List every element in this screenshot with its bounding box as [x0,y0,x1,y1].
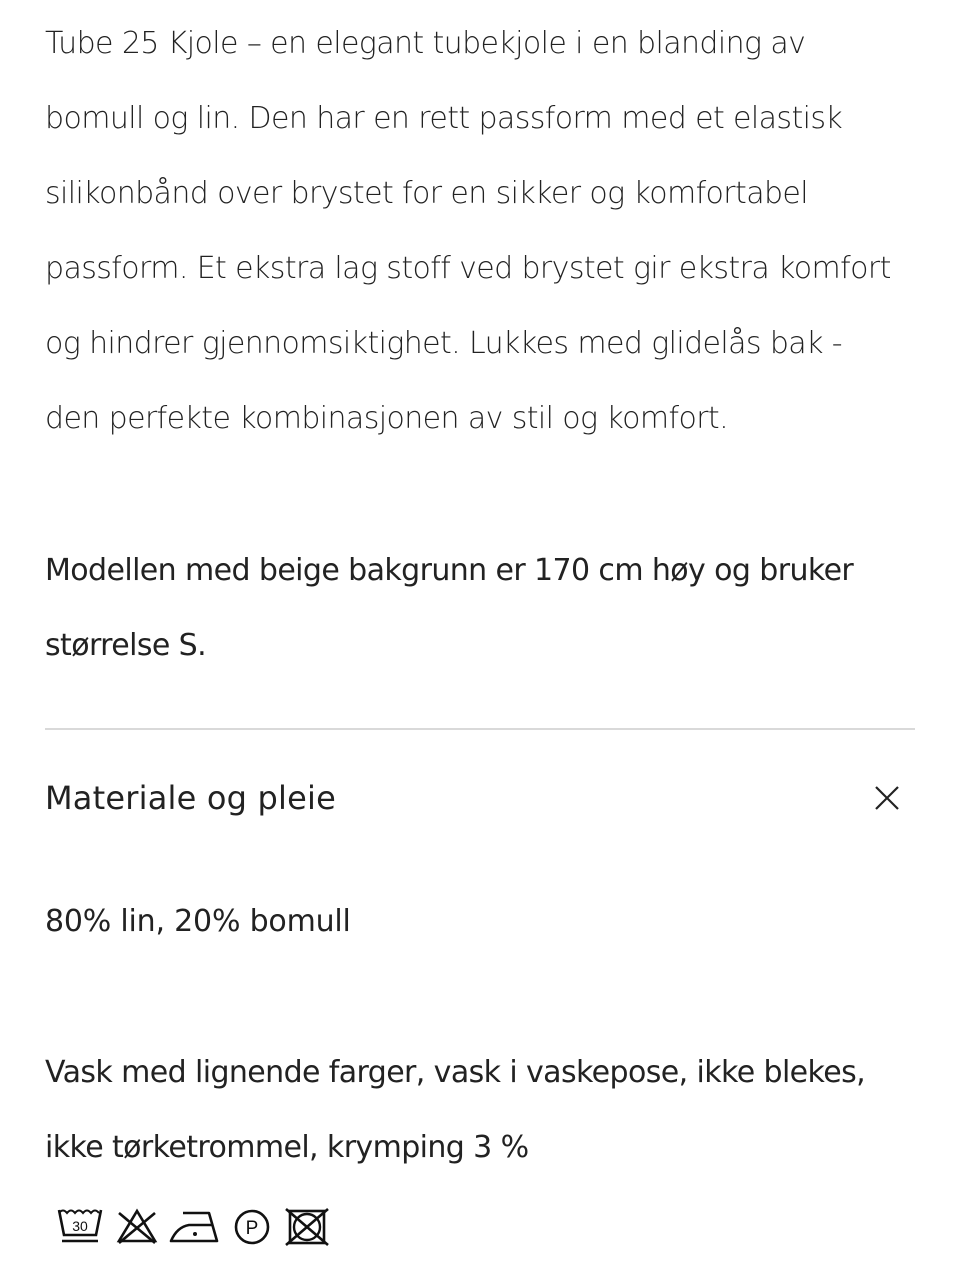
do-not-tumble-dry-icon [283,1205,331,1251]
do-not-bleach-icon [115,1205,159,1251]
description-line: og hindrer gjennomsiktighet. Lukkes med glidelås bak - [45,326,843,361]
model-info-line: Modellen med beige bakgrunn er 170 cm høy og bruker [45,553,854,588]
accordion-header-materiale-og-pleie[interactable] [45,770,915,826]
description-line: silikonbånd over brystet for en sikker og komfortabel [45,176,809,211]
svg-text:P: P [245,1218,259,1239]
description-line: Tube 25 Kjole – en elegant tubekjole i en blanding av [45,26,806,61]
model-info-line: størrelse S. [45,628,207,663]
description-line: bomull og lin. Den har en rett passform med et elastisk [45,101,843,136]
material-composition: 80% lin, 20% bomull [45,904,351,939]
svg-text:30: 30 [72,1218,88,1234]
product-description [45,6,920,456]
description-line: den perfekte kombinasjonen av stil og komfort. [45,401,729,436]
dry-clean-p-icon [231,1205,273,1251]
description-line: passform. Et ekstra lag stoff ved brystet gir ekstra komfort [45,251,891,286]
care-icons [55,1203,331,1253]
iron-low-heat-icon [169,1205,221,1251]
accordion-title: Materiale og pleie [45,779,336,817]
care-line: ikke tørketrommel, krymping 3 % [45,1130,529,1165]
care-line: Vask med lignende farger, vask i vaskepose, ikke blekes, [45,1055,866,1090]
care-instructions [45,1035,920,1185]
divider [45,728,915,730]
wash-30-icon [55,1205,105,1251]
close-icon[interactable] [872,783,902,813]
model-info [45,533,920,683]
